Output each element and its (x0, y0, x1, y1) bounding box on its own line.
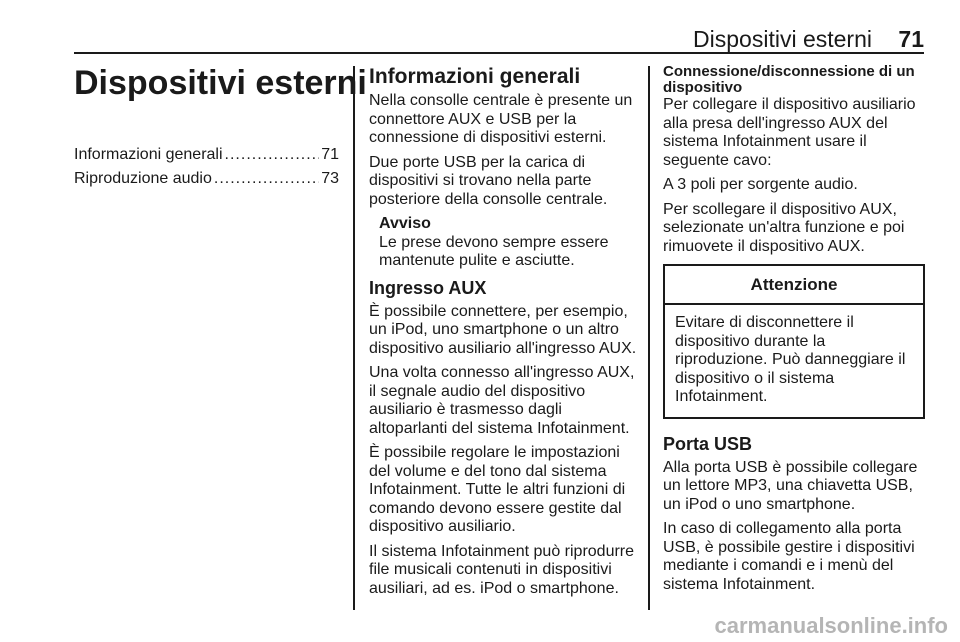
paragraph: Per collegare il dispositivo ausiliario alla presa dell'ingresso AUX del sistema Infotainment usare il seguente cavo: (663, 96, 916, 169)
toc-entry-page: 73 (321, 170, 339, 187)
page-number: 71 (898, 26, 924, 52)
paragraph: Alla porta USB è possibile collegare un lettore MP3, una chiavetta USB, un iPod o uno smartphone. (663, 458, 918, 513)
note-title: Avviso (379, 215, 431, 232)
note (379, 215, 637, 271)
warning-title: Attenzione (665, 266, 923, 305)
toc-entry-label: Informazioni generali (74, 146, 223, 163)
chapter-toc (74, 143, 339, 191)
toc-dot-leader (214, 167, 319, 191)
column-divider (353, 66, 355, 610)
header-rule (74, 52, 924, 54)
column-connection (663, 64, 925, 600)
column-general-info (369, 64, 637, 604)
toc-entry[interactable] (74, 143, 339, 167)
watermark: carmanualsonline.info (714, 613, 948, 638)
section-heading-general: Informazioni generali (369, 65, 581, 88)
running-title: Dispositivi esterni (693, 26, 872, 52)
paragraph: Il sistema Infotainment può riprodurre file musicali contenuti in dispositivi ausiliari, ad es. iPod o smartphone. (369, 542, 635, 597)
toc-dot-leader (225, 143, 320, 167)
running-header (0, 0, 960, 52)
toc-entry[interactable] (74, 167, 339, 191)
section-heading-aux: Ingresso AUX (369, 277, 487, 298)
chapter-title: Dispositivi esterni (74, 64, 367, 102)
toc-entry-page: 71 (321, 146, 339, 163)
paragraph: A 3 poli per sorgente audio. (663, 176, 858, 193)
toc-entry-label: Riproduzione audio (74, 170, 212, 187)
paragraph: È possibile connettere, per esempio, un iPod, uno smartphone o un altro dispositivo ausiliario all'ingresso AUX. (369, 302, 637, 357)
paragraph: Per scollegare il dispositivo AUX, selezionate un'altra funzione e poi rimuovete il dispositivo AUX. (663, 200, 905, 255)
column-divider (648, 66, 650, 610)
paragraph: In caso di collegamento alla porta USB, è possibile gestire i dispositivi mediante i comandi e i menù del sistema Infotainment. (663, 520, 915, 593)
note-text: Le prese devono sempre essere mantenute pulite e asciutte. (379, 233, 609, 269)
paragraph: È possibile regolare le impostazioni del volume e del tono dal sistema Infotainment. Tutte le altri funzioni di comando devono essere gestite dal dispositivo ausiliario. (369, 444, 626, 535)
warning-box (663, 264, 925, 419)
paragraph: Una volta connesso all'ingresso AUX, il segnale audio del dispositivo ausiliario è trasmesso dagli altoparlanti del sistema Infotainment. (369, 364, 635, 437)
warning-text: Evitare di disconnettere il dispositivo durante la riproduzione. Può danneggiare il dispositivo o il sistema Infotainment. (675, 314, 906, 405)
paragraph: Due porte USB per la carica di dispositivi si trovano nella parte posteriore della consolle centrale. (369, 153, 608, 208)
subsection-heading-connection: Connessione/disconnessione di un dispositivo (663, 63, 915, 96)
section-heading-usb: Porta USB (663, 433, 753, 454)
paragraph: Nella consolle centrale è presente un connettore AUX e USB per la connessione di dispositivi esterni. (369, 92, 633, 146)
